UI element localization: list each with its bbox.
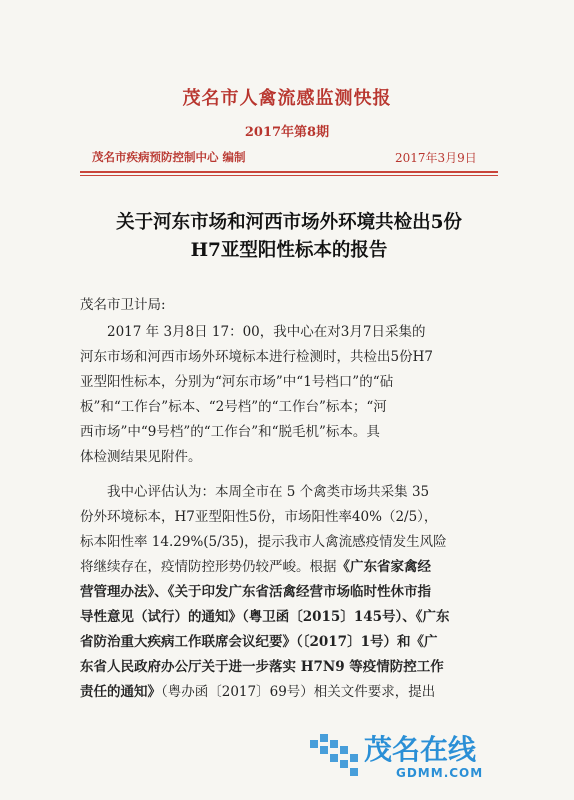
paragraph-1-line: 亚型阳性标本，分别为“河东市场”中“1号档口”的“砧	[80, 374, 394, 390]
watermark-logo-icon	[308, 732, 364, 782]
salutation: 茂名市卫计局:	[80, 297, 166, 313]
report-title-line-2: H7亚型阳性标本的报告	[190, 240, 388, 261]
watermark	[308, 720, 558, 790]
header-rule-thin	[80, 175, 498, 176]
issue-date: 2017年3月9日	[395, 151, 477, 165]
paragraph-1-line: 体检测结果见附件。	[80, 449, 202, 465]
paragraph-2-text: 将继续存在，疫情防控形势仍较严峻。根据	[80, 559, 337, 575]
paragraph-2-line: 营管理办法》、《关于印发广东省活禽经营市场临时性休市指	[80, 584, 431, 600]
paragraph-1-line: 西市场”中“9号档”的“工作台”和“脱毛机”标本。具	[80, 424, 380, 440]
paragraph-1-line: 2017 年 3月8日 17：00，我中心在对3月7日采集的	[80, 324, 426, 340]
editor-line: 茂名市疾病预防控制中心 编制	[92, 150, 246, 164]
paragraph-2-line: 标本阳性率 14.29%(5/35)，提示我市人禽流感疫情发生风险	[80, 534, 447, 550]
regulation-reference: 责任的通知》	[80, 684, 161, 700]
paragraph-2-line: 省防治重大疾病工作联席会议纪要》（〔2017〕1号）和《广	[80, 634, 438, 650]
header-rule-thick	[80, 171, 498, 173]
report-title-line-1: 关于河东市场和河西市场外环境共检出5份	[116, 212, 462, 233]
paragraph-2-line: 导性意见（试行）的通知》（粤卫函〔2015〕145号）、《广东	[80, 609, 450, 625]
paragraph-1-line: 河东市场和河西市场外环境标本进行检测时，共检出5份H7	[80, 349, 433, 365]
issue-number: 2017年第8期	[244, 125, 330, 140]
paragraph-2-text: （粤办函〔2017〕69号）相关文件要求，提出	[161, 684, 436, 700]
paragraph-2-line	[80, 558, 498, 576]
paragraph-1-line: 板”和“工作台”标本、“2号档”的“工作台”标本；“河	[80, 399, 387, 415]
watermark-text: 茂名在线	[364, 733, 477, 766]
regulation-reference: 《广东省家禽经	[336, 559, 431, 575]
paragraph-2-line: 份外环境标本，H7亚型阳性5份，市场阳性率40%（2/5），	[80, 509, 438, 525]
paragraph-2-line: 我中心评估认为：本周全市在 5 个禽类市场共采集 35	[80, 484, 430, 500]
watermark-domain: GDMM.COM	[396, 766, 484, 780]
paragraph-2-line	[80, 683, 498, 701]
bulletin-title: 茂名市人禽流感监测快报	[182, 88, 392, 109]
paragraph-2-line: 东省人民政府办公厅关于进一步落实 H7N9 等疫情防控工作	[80, 659, 444, 675]
